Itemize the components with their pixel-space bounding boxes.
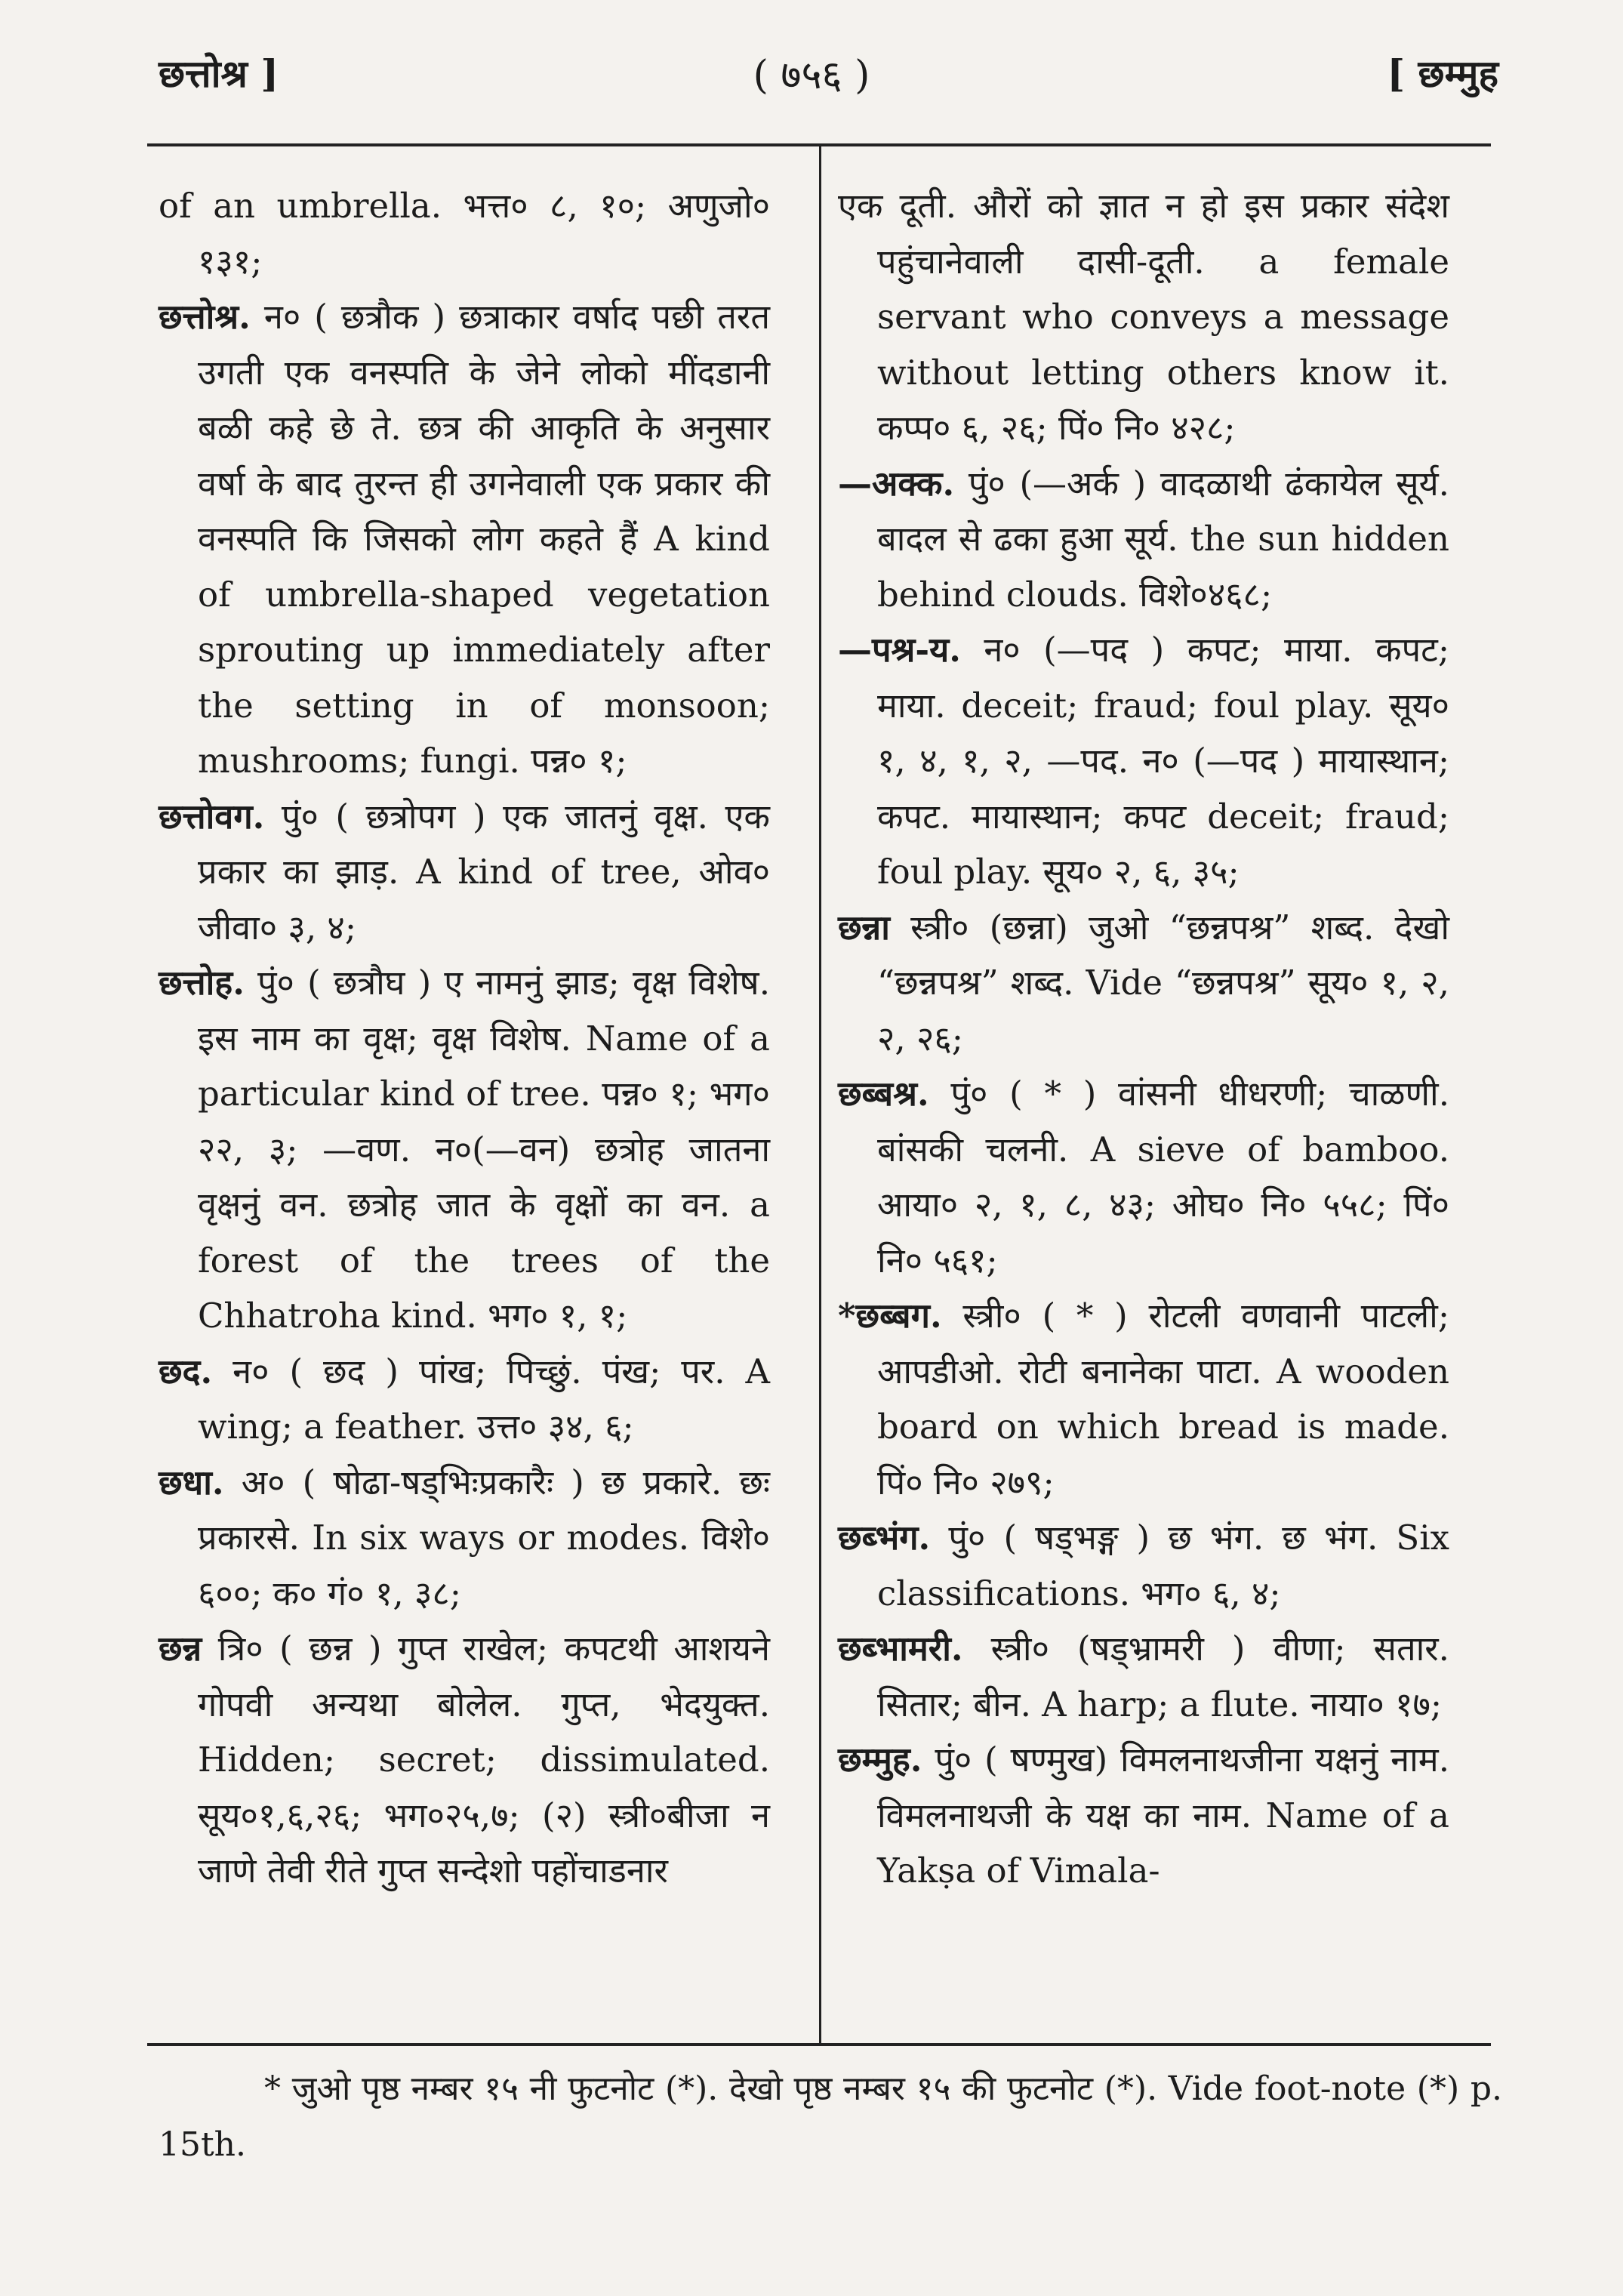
dictionary-entry <box>159 1621 770 1899</box>
entry-headword: —अक्क. <box>838 463 955 504</box>
dictionary-entry <box>838 1510 1449 1621</box>
entry-headword: —पश्र-य. <box>838 630 961 670</box>
bottom-rule <box>147 2043 1491 2046</box>
entry-headword: छद. <box>159 1351 213 1391</box>
dictionary-entry <box>838 1066 1449 1288</box>
right-column <box>838 178 1449 1899</box>
entry-headword: छधा. <box>159 1462 224 1502</box>
entry-headword: छब्भामरी. <box>838 1629 963 1669</box>
entry-text: स्त्री० ( * ) रोटली वणवानी पाटली; आपडीओ. रोटी बनानेका पाटा. A wooden board on which bread is made. पिं० नि० २७९; <box>877 1296 1450 1502</box>
entry-headword: छम्मुह. <box>838 1740 922 1780</box>
footnote: * जुओ पृष्ठ नम्बर १५ नी फुटनोट (*). देखो पृष्ठ नम्बर १५ की फुटनोट (*). Vide foot-note (*) p. 15th. <box>159 2069 1502 2164</box>
dictionary-entry <box>838 900 1449 1067</box>
dictionary-entry <box>159 1344 770 1455</box>
dictionary-entry <box>838 1732 1449 1899</box>
entry-headword: छन्न <box>159 1629 202 1669</box>
entry-headword: छन्ना <box>838 907 890 948</box>
entry-headword: छब्भंग. <box>838 1518 931 1558</box>
entry-text: स्त्री० (षड्भ्रामरी ) वीणा; सतार. सितार; बीन. A harp; a flute. नाया० १७; <box>877 1629 1449 1724</box>
dictionary-entry <box>159 955 770 1344</box>
entry-text: अ० ( षोढा-षड्भिःप्रकारैः ) छ प्रकारे. छः प्रकारसे. In six ways or modes. विशे० ६००; क० गं० १, ३८; <box>198 1462 770 1613</box>
entry-headword: छत्तोवग. <box>159 796 265 837</box>
page-number: ( ७५६ ) <box>753 53 870 98</box>
entry-headword: *छब्बग. <box>838 1296 942 1336</box>
entry-text: पुं० ( षण्मुख) विमलनाथजीना यक्षनुं नाम. विमलनाथजी के यक्ष का नाम. Name of a Yakṣa of Vimala- <box>877 1740 1449 1891</box>
column-divider <box>819 146 821 2043</box>
dictionary-entry <box>838 1288 1449 1510</box>
dictionary-entry <box>159 789 770 956</box>
left-column <box>159 178 770 1899</box>
dictionary-entry <box>838 178 1449 456</box>
entry-headword: छत्तोह. <box>159 963 245 1003</box>
dictionary-entry <box>159 178 770 289</box>
entry-text: पुं० ( छत्रोपग ) एक जातनुं वृक्ष. एक प्रकार का झाड़. A kind of tree, ओव० जीवा० ३, ४; <box>198 796 770 948</box>
entry-text: पुं० ( षड्भङ्ग ) छ भंग. छ भंग. Six classifications. भग० ६, ४; <box>877 1518 1449 1613</box>
dictionary-entry <box>838 456 1449 623</box>
entry-text: of an umbrella. भत्त० ८, १०; अणुजो० १३१; <box>159 186 770 282</box>
entry-headword: छत्तोश्र. <box>159 297 251 337</box>
running-head-right: [ छम्मुह <box>1387 51 1498 96</box>
entry-text: पुं० ( * ) वांसनी धीधरणी; चाळणी. बांसकी चलनी. A sieve of bamboo. आया० २, १, ८, ४३; ओघ० नि० ५५८; पिं० नि० ५६१; <box>877 1074 1449 1281</box>
entry-text: न० ( छद ) पांख; पिच्छुं. पंख; पर. A wing; a feather. उत्त० ३४, ६; <box>198 1351 770 1447</box>
entry-text: त्रि० ( छन्न ) गुप्त राखेल; कपटथी आशयने गोपवी अन्यथा बोलेल. गुप्त, भेदयुक्त. Hidden; secret; dissimulated. सूय०१,६,२६; भग०२५,७; (२) स्त्री०बीजा न जाणे तेवी रीते गुप्त सन्देशो पहोंचाडनार <box>198 1629 770 1891</box>
entry-text: स्त्री० (छन्ना) जुओ “छन्नपश्र” शब्द. देखो “छन्नपश्र” शब्द. Vide “छन्नपश्र” सूय० १, २, २, २६; <box>877 907 1449 1059</box>
dictionary-entry <box>838 622 1449 900</box>
entry-headword: छब्बश्र. <box>838 1074 929 1114</box>
entry-text: एक दूती. औरों को ज्ञात न हो इस प्रकार संदेश पहुंचानेवाली दासी-दूती. a female servant who conveys a message without letting others know it. कप्प० ६, २६; पिं० नि० ४२८; <box>838 186 1449 448</box>
entry-text: न० ( छत्रौक ) छत्राकार वर्षाद पछी तरत उगती एक वनस्पति के जेने लोको मींदडानी बळी कहे छे ते. छत्र की आकृति के अनुसार वर्षा के बाद तुरन्त ही उगनेवाली एक प्रकार की वनस्पति कि जिसको लोग कहते हैं A kind of umbrella-shaped vegetation sprouting up immediately after the setting in of monsoon; mushrooms; fungi. पन्न० १; <box>198 297 770 781</box>
running-head-left: छत्तोश्र ] <box>159 51 279 96</box>
dictionary-entry <box>159 289 770 789</box>
entry-text: पुं० (—अर्क ) वादळाथी ढंकायेल सूर्य. बादल से ढका हुआ सूर्य. the sun hidden behind clouds. विशे०४६८; <box>877 463 1449 615</box>
entry-text: पुं० ( छत्रौघ ) ए नामनुं झाड; वृक्ष विशेष. इस नाम का वृक्ष; वृक्ष विशेष. Name of a particular kind of tree. पन्न० १; भग० २२, ३; —वण. न०(—वन) छत्रोह जातना वृक्षनुं वन. छत्रोह जात के वृक्षों का वन. a forest of the trees of the Chhatroha kind. भग० १, १; <box>198 963 770 1336</box>
dictionary-entry <box>838 1621 1449 1732</box>
entry-text: न० (—पद ) कपट; माया. कपट; माया. deceit; fraud; foul play. सूय० १, ४, १, २, —पद. न० (—पद ) मायास्थान; कपट. मायास्थान; कपट deceit; fraud; foul play. सूय० २, ६, ३५; <box>877 630 1449 892</box>
dictionary-entry <box>159 1455 770 1622</box>
